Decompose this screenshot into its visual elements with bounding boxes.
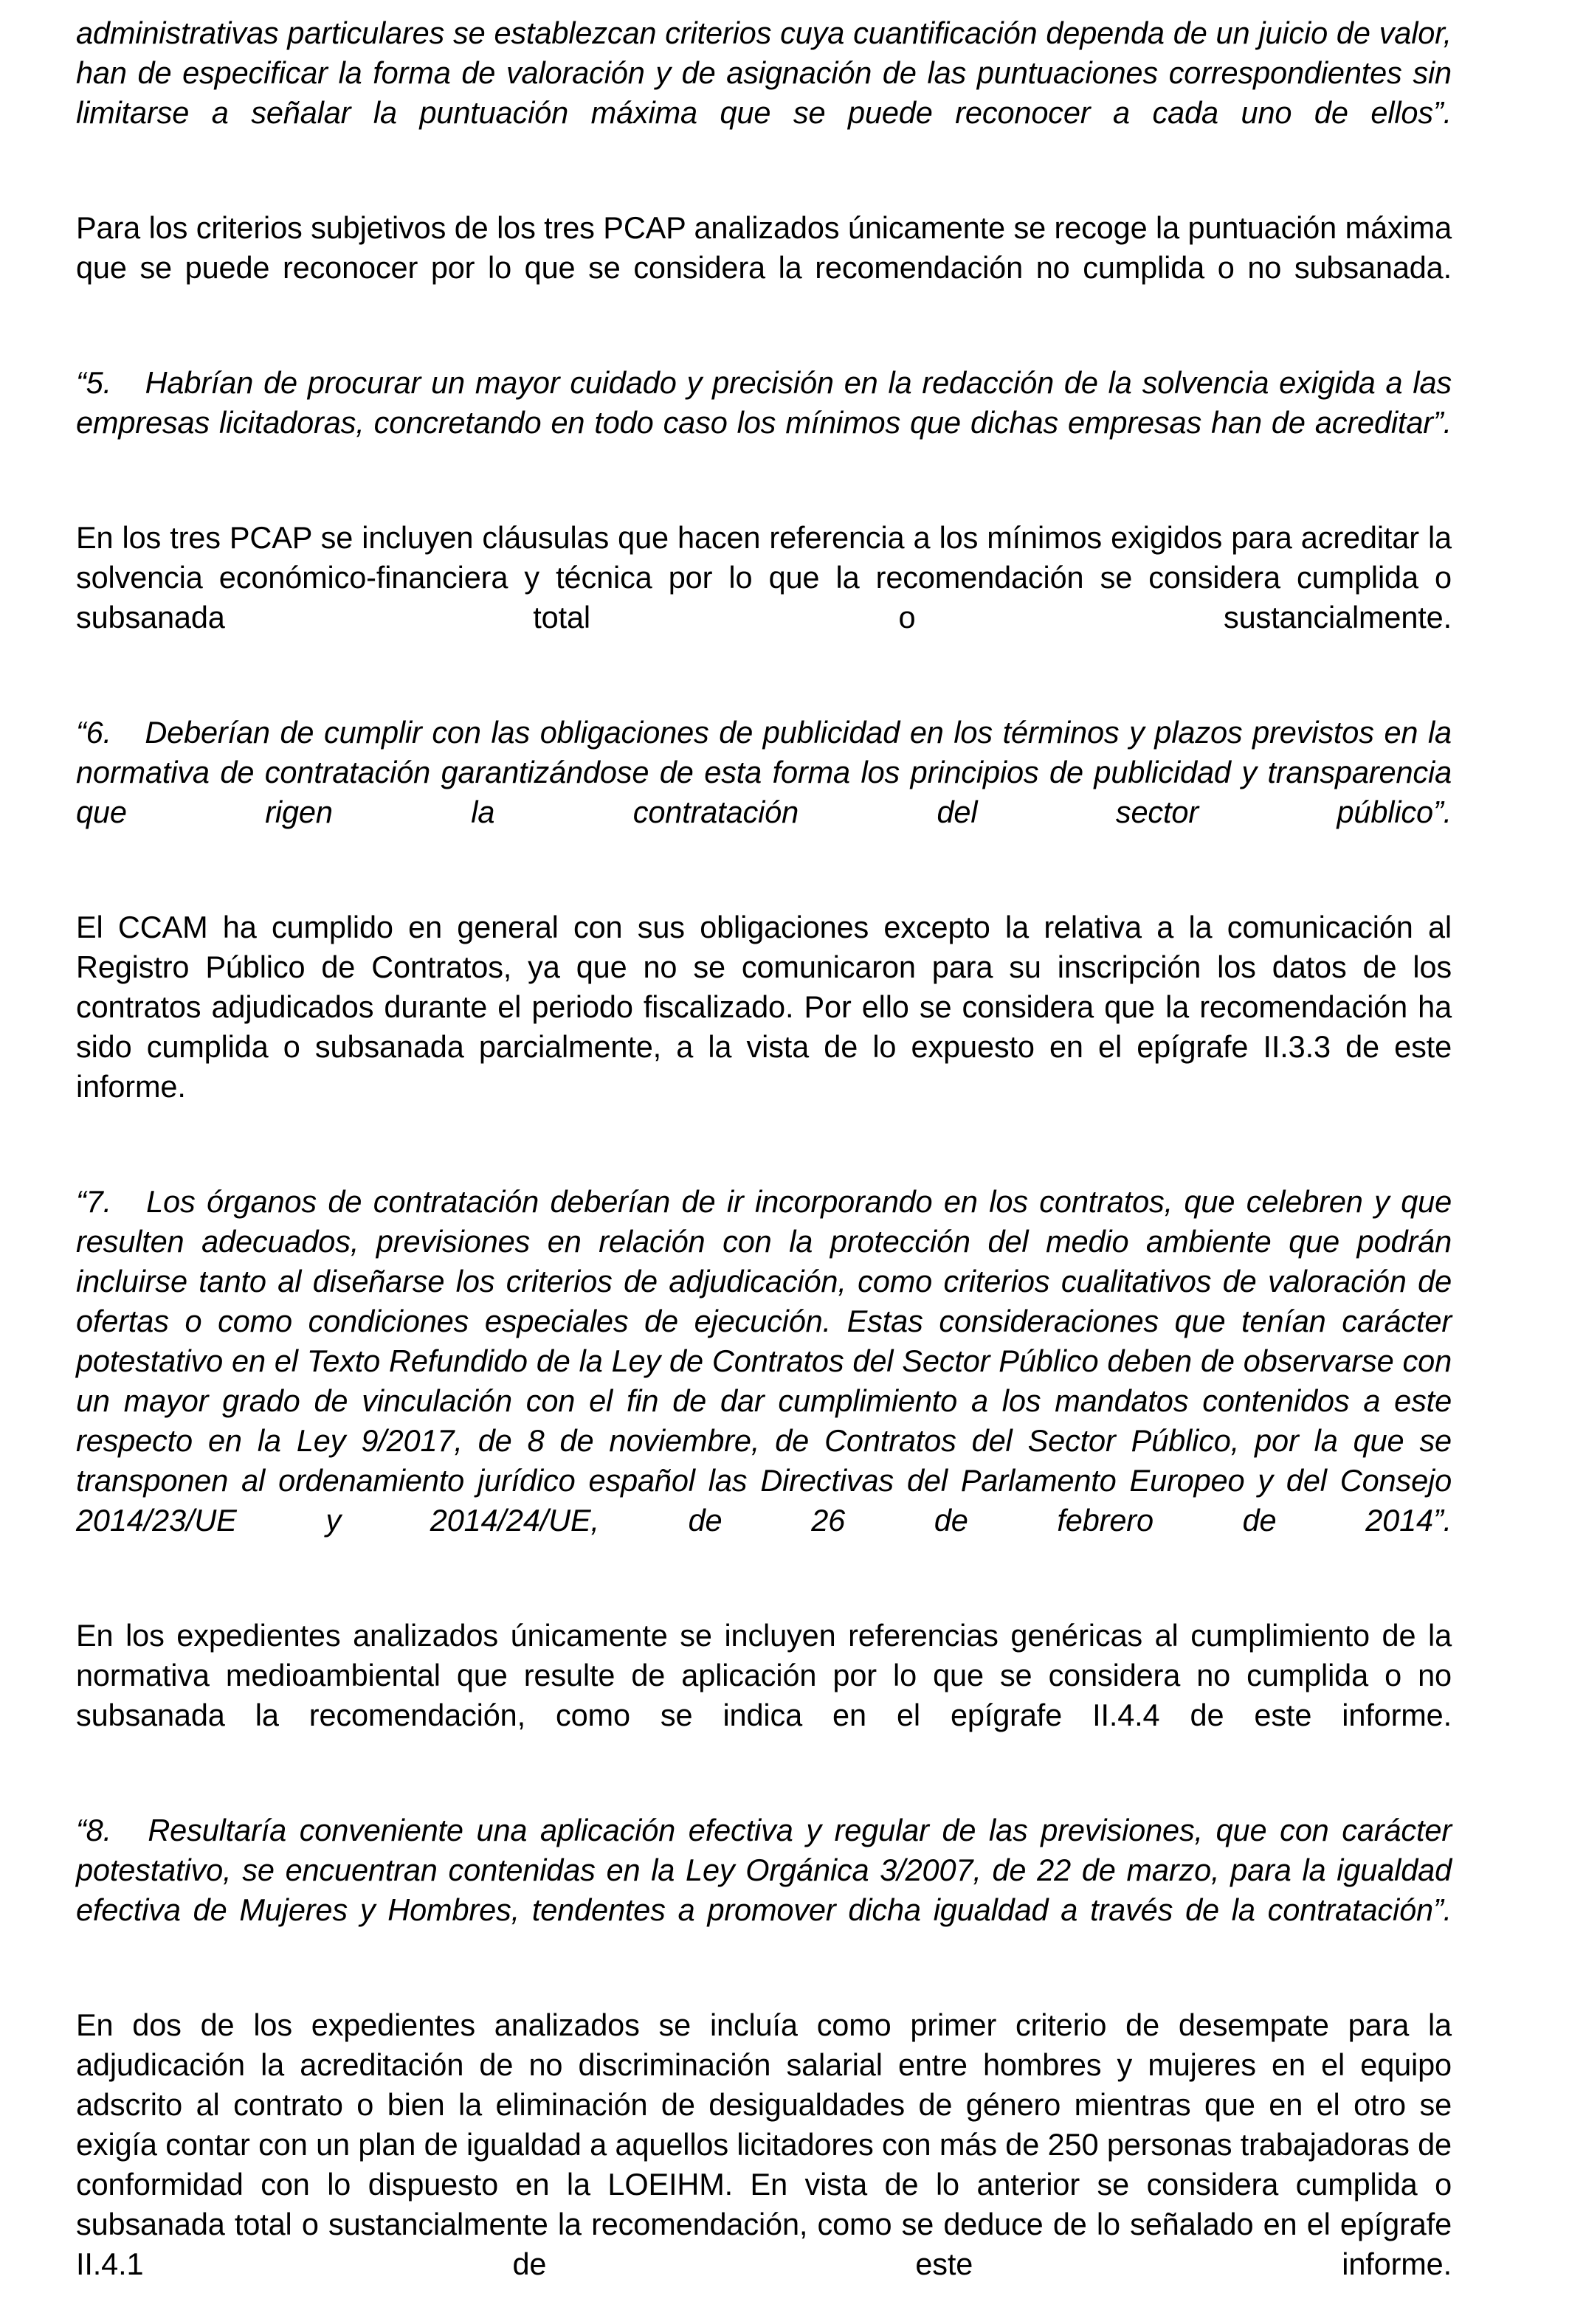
quote-marker: “6. bbox=[76, 715, 145, 750]
paragraph-response-recommendation-5 bbox=[76, 518, 1452, 677]
paragraph-text: El CCAM ha cumplido en general con sus obligaciones excepto la relativa a la comunicación al Registro Público de Contratos, ya que no se comunicaron para su inscripción los datos de los contratos adjudicados durante el periodo fiscalizado. Por ello se considera que la recomendación ha sido cumplida o subsanada parcialmente, a la vista de lo expuesto en el epígrafe II.3.3 de este informe. bbox=[76, 910, 1452, 1104]
paragraph-text: Para los criterios subjetivos de los tres PCAP analizados únicamente se recoge la puntuación máxima que se puede reconocer por lo que se considera la recomendación no cumplida o no subsanada. bbox=[76, 210, 1452, 285]
paragraph-text: Habrían de procurar un mayor cuidado y precisión en la redacción de la solvencia exigida a las empresas licitadoras, concretando en todo caso los mínimos que dichas empresas han de acreditar”. bbox=[76, 365, 1452, 440]
paragraph-response-recommendation-7 bbox=[76, 1616, 1452, 1775]
quote-marker: “5. bbox=[76, 365, 145, 400]
paragraph-response-recommendation-8 bbox=[76, 2005, 1452, 2324]
paragraph-continuation bbox=[76, 13, 1452, 173]
paragraph-text: Deberían de cumplir con las obligaciones de publicidad en los términos y plazos previstos en la normativa de contratación garantizándose de esta forma los principios de publicidad y transparencia que rigen la contratación del sector público”. bbox=[76, 715, 1452, 829]
paragraph-response-criterios-subjetivos bbox=[76, 208, 1452, 328]
paragraph-recommendation-6 bbox=[76, 713, 1452, 872]
paragraph-text: administrativas particulares se establezcan criterios cuya cuantificación dependa de un juicio de valor, han de especificar la forma de valoración y de asignación de las puntuaciones correspondientes sin limitarse a señalar la puntuación máxima que se puede reconocer a cada uno de ellos”. bbox=[76, 15, 1452, 130]
paragraph-recommendation-5 bbox=[76, 363, 1452, 483]
paragraph-response-recommendation-6 bbox=[76, 907, 1452, 1147]
paragraph-text: En los tres PCAP se incluyen cláusulas que hacen referencia a los mínimos exigidos para acreditar la solvencia económico-financiera y técnica por lo que la recomendación se considera cumplida o subsanada total o sustancialmente. bbox=[76, 520, 1452, 634]
quote-marker: “8. bbox=[76, 1813, 148, 1847]
paragraph-text: En los expedientes analizados únicamente se incluyen referencias genéricas al cumplimiento de la normativa medioambiental que resulte de aplicación por lo que se considera no cumplida o no subsanada la recomendación, como se indica en el epígrafe II.4.4 de este informe. bbox=[76, 1618, 1452, 1732]
paragraph-recommendation-7 bbox=[76, 1182, 1452, 1580]
document-body bbox=[76, 13, 1452, 2324]
quote-marker: “7. bbox=[76, 1184, 147, 1219]
paragraph-text: Resultaría conveniente una aplicación efectiva y regular de las previsiones, que con carácter potestativo, se encuentran contenidas en la Ley Orgánica 3/2007, de 22 de marzo, para la igualdad efectiva de Mujeres y Hombres, tendentes a promover dicha igualdad a través de la contratación”. bbox=[76, 1813, 1452, 1927]
paragraph-text: Los órganos de contratación deberían de ir incorporando en los contratos, que celebren y que resulten adecuados, previsiones en relación con la protección del medio ambiente que podrán incluirse tanto al diseñarse los criterios de adjudicación, como criterios cualitativos de valoración de ofertas o como condiciones especiales de ejecución. Estas consideraciones que tenían carácter potestativo en el Texto Refundido de la Ley de Contratos del Sector Público deben de observarse con un mayor grado de vinculación con el fin de dar cumplimiento a los mandatos contenidos a este respecto en la Ley 9/2017, de 8 de noviembre, de Contratos del Sector Público, por la que se transponen al ordenamiento jurídico español las Directivas del Parlamento Europeo y del Consejo 2014/23/UE y 2014/24/UE, de 26 de febrero de 2014”. bbox=[76, 1184, 1452, 1538]
paragraph-recommendation-8 bbox=[76, 1811, 1452, 1970]
paragraph-text: En dos de los expedientes analizados se incluía como primer criterio de desempate para la adjudicación la acreditación de no discriminación salarial entre hombres y mujeres en el equipo adscrito al contrato o bien la eliminación de desigualdades de género mientras que en el otro se exigía contar con un plan de igualdad a aquellos licitadores con más de 250 personas trabajadoras de conformidad con lo dispuesto en la LOEIHM. En vista de lo anterior se considera cumplida o subsanada total o sustancialmente la recomendación, como se deduce de lo señalado en el epígrafe II.4.1 de este informe. bbox=[76, 2007, 1452, 2281]
